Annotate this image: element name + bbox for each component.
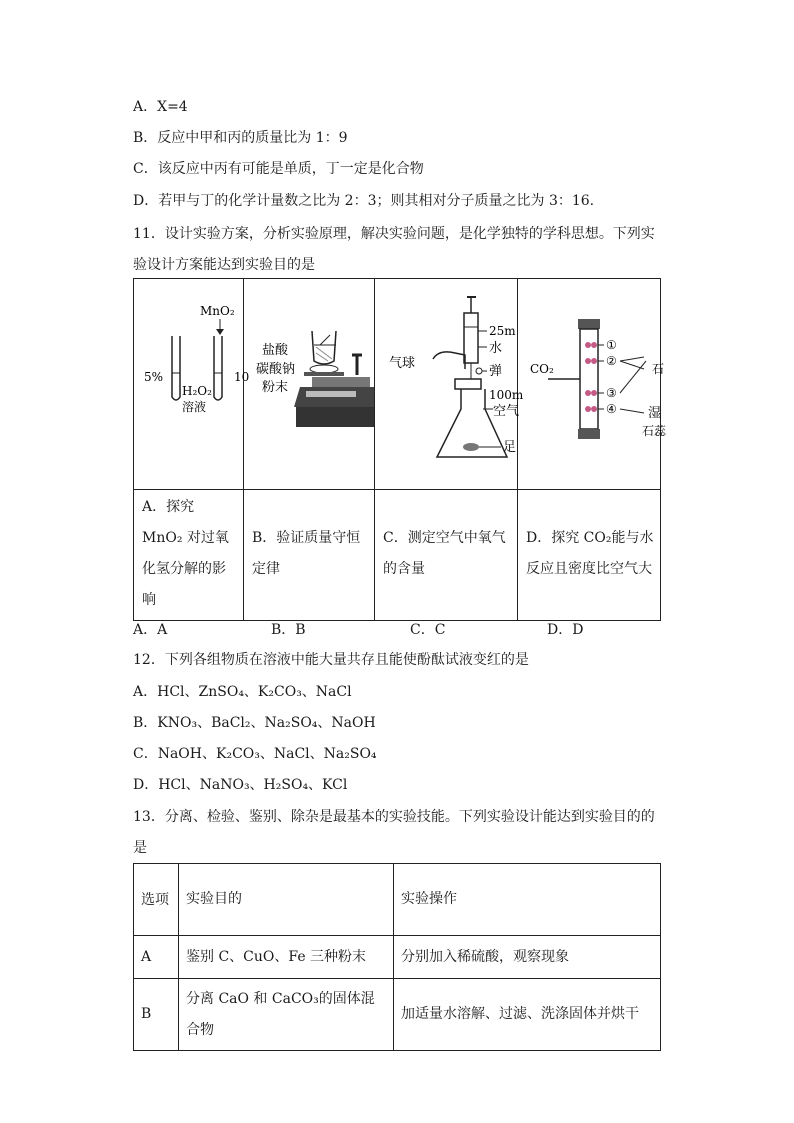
row-b-option: B [134, 979, 179, 1051]
sufficient-label: 足 [503, 440, 517, 455]
marker-3: ③ [606, 386, 617, 400]
air-label: 空气 [493, 404, 520, 419]
q11-answer-b: B．B [271, 622, 306, 638]
litmus-label: 石蕊 [642, 424, 667, 438]
q12-stem: 12．下列各组物质在溶液中能大量共存且能使酚酞试液变红的是 [133, 652, 529, 668]
table-row [134, 979, 661, 1051]
solution-label: 溶液 [182, 400, 207, 414]
q11-stem-line1: 11．设计实验方案，分析实验原理，解决实验问题，是化学独特的学科思想。下列实 [133, 226, 655, 242]
hydrochloric-acid-label: 盐酸 [262, 343, 289, 358]
q11-figure-table [133, 278, 667, 621]
row-a-goal: 鉴别 C、CuO、Fe 三种粉末 [179, 936, 394, 979]
q11-answer-a: A．A [133, 622, 168, 638]
q10-option-d: D．若甲与丁的化学计量数之比为 2：3；则其相对分子质量之比为 3：16. [133, 193, 595, 209]
row-b-goal: 分离 CaO 和 CaCO₃的固体混合物 [179, 979, 394, 1051]
q10-option-c: C．该反应中丙有可能是单质，丁一定是化合物 [133, 161, 424, 177]
caption-a: A．探究 MnO₂ 对过氧化氢分解的影响 [134, 490, 244, 621]
q12-option-d: D．HCl、NaNO₃、H₂SO₄、KCl [133, 777, 348, 793]
figure-b-cell [244, 279, 375, 490]
header-option: 选项 [134, 864, 179, 936]
figure-a-test-tubes [134, 279, 250, 477]
balloon-label: 气球 [389, 356, 416, 371]
powder-label: 粉末 [262, 380, 289, 395]
figure-a-cell [134, 279, 250, 490]
caption-d: D．探究 CO₂能与水反应且密度比空气大 [518, 490, 661, 621]
pct-5-label: 5% [144, 370, 164, 384]
q10-option-b: B．反应中甲和丙的质量比为 1：9 [133, 130, 348, 146]
caption-b: B．验证质量守恒定律 [244, 490, 375, 621]
figure-b-balance [244, 279, 374, 477]
q10-option-a: A．X=4 [133, 99, 188, 115]
header-operation: 实验操作 [394, 864, 661, 936]
figure-c-flask-syringe [375, 279, 524, 477]
q12-option-a: A．HCl、ZnSO₄、K₂CO₃、NaCl [133, 684, 352, 700]
q11-stem-line2: 验设计方案能达到实验目的是 [133, 257, 315, 273]
marker-4: ④ [606, 402, 617, 416]
h2o2-label: H₂O₂ [182, 384, 212, 398]
figure-c-cell [375, 279, 524, 490]
pct-10-label: 10 [234, 370, 250, 384]
caption-c: C．测定空气中氧气的含量 [375, 490, 518, 621]
stone-label: 石 [652, 362, 665, 376]
marker-2: ② [606, 354, 617, 368]
header-goal: 实验目的 [179, 864, 394, 936]
row-a-operation: 分别加入稀硫酸，观察现象 [394, 936, 661, 979]
volume-100ml-label: 100m [489, 388, 524, 402]
row-b-operation: 加适量水溶解、过滤、洗涤固体并烘干 [394, 979, 661, 1051]
q11-answer-c: C．C [410, 622, 446, 638]
figure-d-cell [518, 279, 667, 490]
water-label: 水 [489, 341, 503, 356]
clip-label: 弹 [489, 364, 503, 379]
q13-stem-line1: 13．分离、检验、鉴别、除杂是最基本的实验技能。下列实验设计能达到实验目的的 [133, 809, 655, 825]
q12-option-b: B．KNO₃、BaCl₂、Na₂SO₄、NaOH [133, 715, 376, 731]
q12-option-c: C．NaOH、K₂CO₃、NaCl、Na₂SO₄ [133, 746, 377, 762]
volume-25ml-label: 25m [489, 324, 516, 338]
sodium-carbonate-label: 碳酸钠 [256, 362, 296, 377]
mno2-label: MnO₂ [200, 304, 235, 318]
co2-label: CO₂ [530, 362, 554, 376]
wet-label: 湿 [648, 406, 662, 421]
table-header-row [134, 864, 661, 936]
figure-d-glass-tube [518, 279, 667, 477]
q13-table [133, 863, 661, 1051]
marker-1: ① [606, 338, 617, 352]
q11-answer-d: D．D [547, 622, 584, 638]
q13-stem-line2: 是 [133, 840, 147, 856]
table-row [134, 936, 661, 979]
row-a-option: A [134, 936, 179, 979]
